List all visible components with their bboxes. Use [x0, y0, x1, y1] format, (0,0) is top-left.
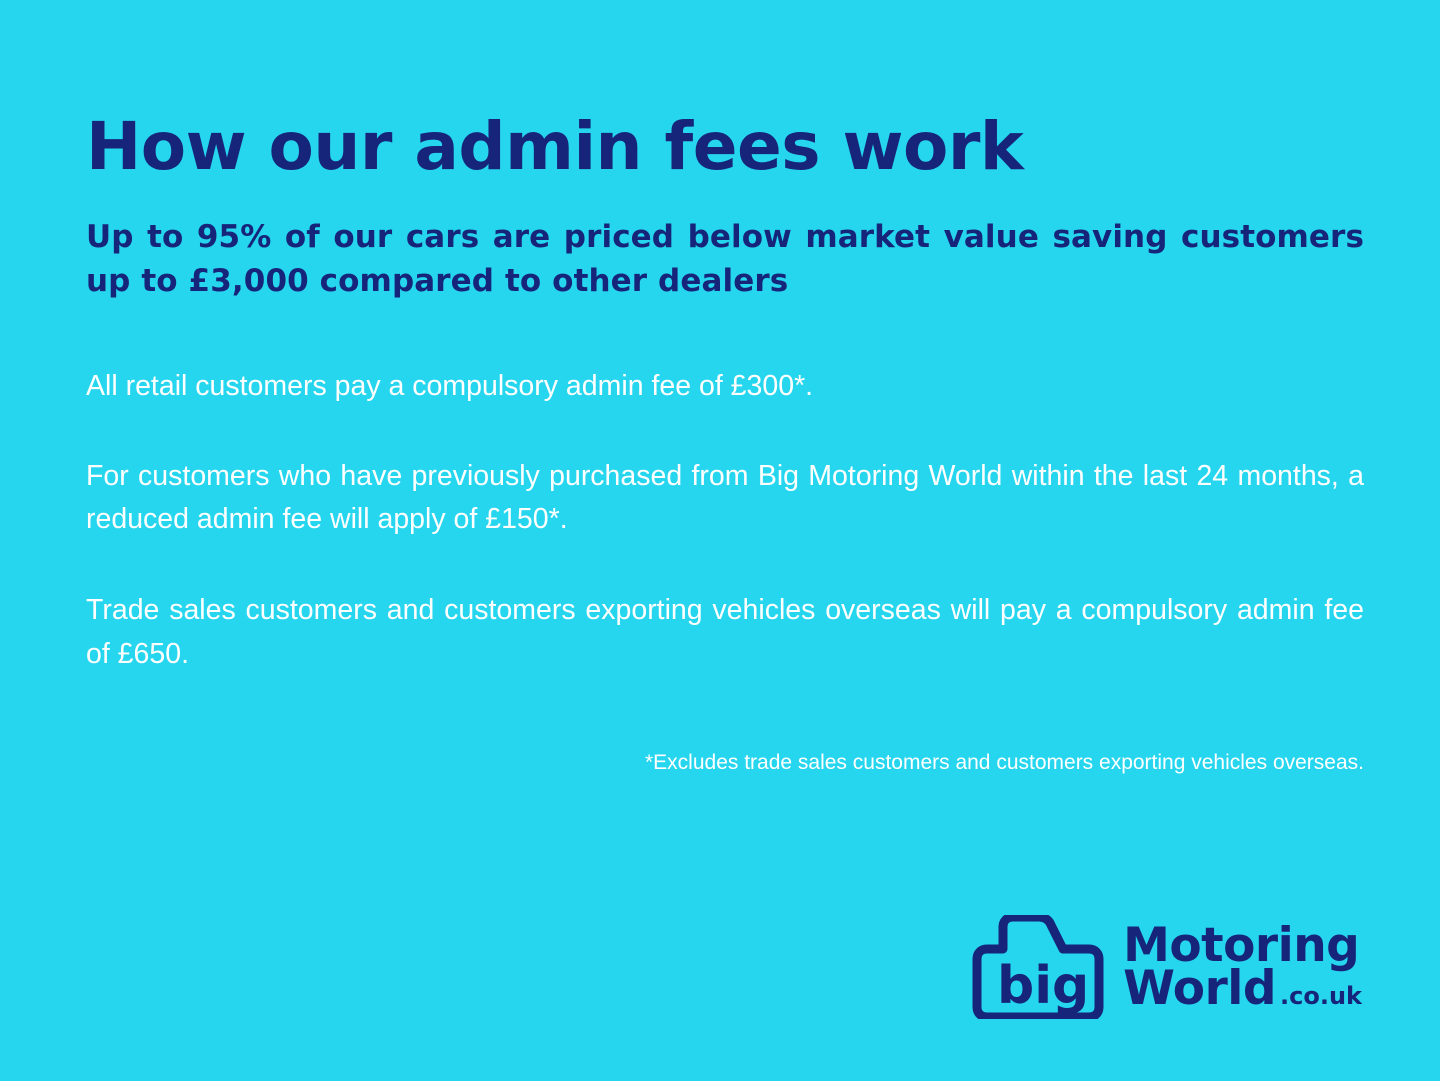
svg-text:big: big: [997, 956, 1090, 1016]
footnote: *Excludes trade sales customers and customers exporting vehicles overseas.: [644, 750, 1364, 774]
brand-domain-suffix: .co.uk: [1280, 982, 1362, 1010]
big-car-logo-icon: [967, 915, 1109, 1019]
subheading: Up to 95% of our cars are priced below market value saving customers up to £3,000 compared to other dealers: [86, 219, 1364, 300]
paragraph-retail-fee: All retail customers pay a compulsory admin fee of £300*.: [86, 370, 814, 403]
slide-content: [86, 0, 1362, 777]
brand-logo-text: [1123, 917, 1362, 1016]
brand-logo: [967, 915, 1362, 1019]
brand-name-line-2: World: [1123, 961, 1276, 1016]
paragraph-returning-customer-fee: For customers who have previously purchased from Big Motoring World within the last 24 months, a reduced admin fee will apply of £150*.: [86, 459, 1364, 535]
brand-name-line-1: Motoring: [1123, 917, 1360, 973]
page-title: How our admin fees work: [86, 108, 1024, 185]
paragraph-trade-export-fee: Trade sales customers and customers exporting vehicles overseas will pay a compulsory admin fee of £650.: [86, 594, 1364, 670]
